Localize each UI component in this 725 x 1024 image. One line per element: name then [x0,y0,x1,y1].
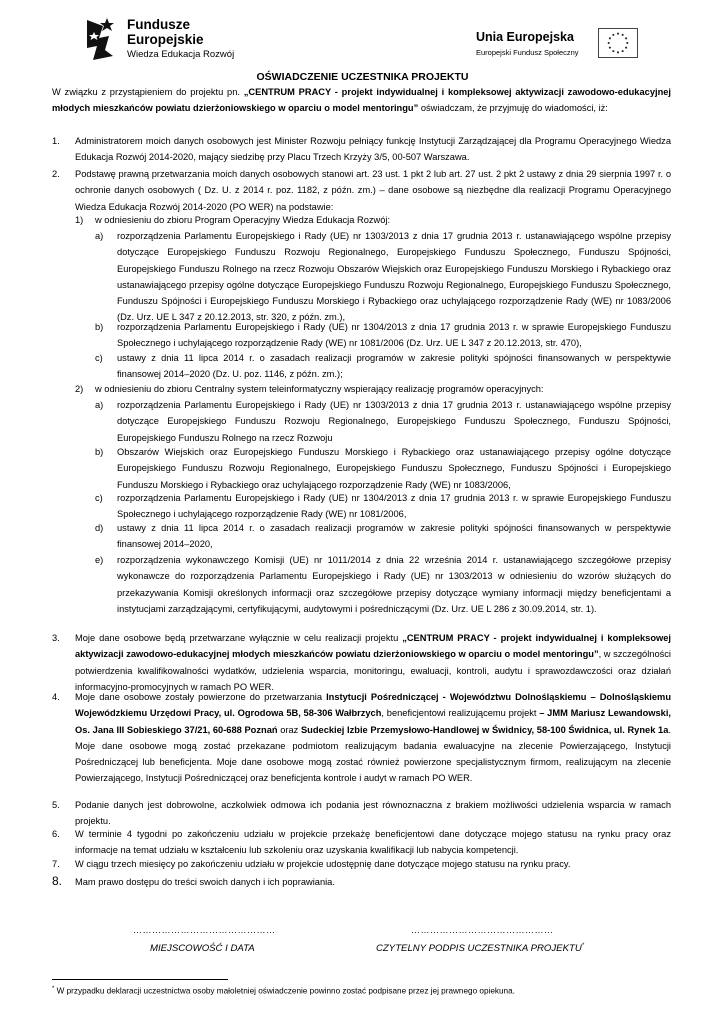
subitem-1c-letter: c) [95,353,103,363]
intro-pre: W związku z przystąpieniem do projektu pn. [52,87,244,97]
subitem-2a-letter: a) [95,400,104,410]
item-5-text: Podanie danych jest dobrowolne, aczkolwiek odmowa ich podania jest równoznaczna z brakiem możliwości udzielenia wsparcia w ramach projektu. [75,800,671,827]
subitem-2-text: w odniesieniu do zbioru Centralny system teleinformatyczny wspierający realizację programów operacyjnych: [95,384,544,394]
subitem-1a-text: rozporządzenia Parlamentu Europejskiego i Rady (UE) nr 1303/2013 z dnia 17 grudnia 2013 r. ustanawiającego wspólne przepisy dotyczące Europejskiego Funduszu Rozwoju Regionalnego, Europejskiego Funduszu Społecznego, Funduszu Spójności, Europejskiego Funduszu Rolnego na rzecz Rozwoju Obszarów Wiejskich oraz Europejskiego Funduszu Morskiego i Rybackiego oraz ustanawiającego przepisy ogólne dotyczące Europejskiego Funduszu Rozwoju Regionalnego, Europejskiego Funduszu Społecznego, Funduszu Spójności i Europejskiego Funduszu Morskiego i Rybackiego oraz uchylającego rozporządzenie Rady (WE) nr 1083/2006 (Dz. Urz. UE L 347 z 20.12.2013, str. 320, z późn. zm.), [117,231,671,323]
subitem-1b-text: rozporządzenia Parlamentu Europejskiego i Rady (UE) nr 1304/2013 z dnia 17 grudnia 2013 r. w sprawie Europejskiego Funduszu Społecznego i uchylającego rozporządzenie Rady (WE) nr 1081/2006 (Dz. Urz. UE L 347 z 20.12.2013, str. 470), [117,322,671,349]
item-1-number: 1. [52,136,60,146]
subitem-1-text: w odniesieniu do zbioru Program Operacyjny Wiedza Edukacja Rozwój: [95,215,391,225]
subitem-1c-text: ustawy z dnia 11 lipca 2014 r. o zasadach realizacji programów w zakresie polityki spójności finansowanych w perspektywie finansowej 2014–2020 (Dz. U. poz. 1146, z późn. zm.); [117,353,671,380]
item-3-number: 3. [52,633,60,643]
intro-paragraph [52,84,671,117]
subitem-2e-letter: e) [95,555,104,565]
fundusze-europejskie-logo [85,14,255,68]
fe-logo-icon [85,16,121,62]
item-4-t2: , beneficjentowi realizującemu projekt [381,708,540,719]
item-4-number: 4. [52,692,60,702]
subitem-2d-text: ustawy z dnia 11 lipca 2014 r. o zasadach realizacji programów w zakresie polityki spójności finansowanych w perspektywie finansowej 2014–2020, [117,523,671,550]
signature-caption-mark: * [581,943,585,949]
subitem-2c-text: rozporządzenia Parlamentu Europejskiego i Rady (UE) nr 1304/2013 z dnia 17 grudnia 2013 r. w sprawie Europejskiego Funduszu Społecznego i uchylającego rozporządzenie Rady (WE) nr 1081/2006, [117,493,671,520]
item-2-number: 2. [52,169,60,179]
subitem-2d-letter: d) [95,523,104,533]
item-4-t3: oraz [277,724,301,735]
subitem-2b-letter: b) [95,447,104,457]
intro-project-name: „CENTRUM PRACY - projekt indywidualnej i kompleksowej aktywizacji zawodowo-edukacyjnej młodych mieszkańców powiatu dzierżoniowskiego w oparciu o model mentoringu” [52,87,672,114]
footnote [52,986,515,996]
signature-caption-text: CZYTELNY PODPIS UCZESTNIKA PROJEKTU [376,943,582,955]
item-4-text [75,689,671,787]
place-date-line[interactable]: ……………………………………… [133,925,276,935]
item-2-text: Podstawę prawną przetwarzania moich danych osobowych stanowi art. 23 ust. 1 pkt 2 lub art. 27 ust. 2 pkt 2 ustawy z dnia 29 sierpnia 1997 r. o ochronie danych osobowych ( Dz. U. z 2014 r. poz. 1182, z późn. zm.) – dane osobowe są niezbędne dla realizacji Programu Operacyjnego Wiedza Edukacja Rozwój 2014-2020 (PO WER) na podstawie: [75,169,671,212]
subitem-2c-letter: c) [95,493,103,503]
item-8-text: Mam prawo dostępu do treści swoich danych i ich poprawiania. [75,877,335,887]
subitem-2a-text: rozporządzenia Parlamentu Europejskiego i Rady (UE) nr 1303/2013 z dnia 17 grudnia 2013 r. ustanawiającego wspólne przepisy dotyczące Europejskiego Funduszu Rozwoju Regionalnego, Europejskiego Funduszu Społecznego, Funduszu Spójności, Europejskiego Funduszu Rolnego na rzecz Rozwoju [117,400,671,443]
item-3-text [75,630,671,695]
unia-europejska-logo [476,28,651,68]
subitem-1b-letter: b) [95,322,104,332]
signature-line[interactable]: ……………………………………… [411,925,554,935]
fe-logo-line2: Europejskie [127,32,204,47]
item-4-chamber: Sudeckiej Izbie Przemysłowo-Handlowej w Świdnicy, 58-100 Świdnica, ul. Rynek 1a [300,724,669,735]
subitem-1a-letter: a) [95,231,104,241]
place-date-caption: MIEJSCOWOŚĆ I DATA [150,943,255,954]
ue-logo-line2: Europejski Fundusz Społeczny [476,48,579,57]
item-1-text: Administratorem moich danych osobowych jest Minister Rozwoju pełniący funkcję Instytucji Zarządzającej dla Programu Operacyjnego Wiedza Edukacja Rozwój 2014-2020, mający siedzibę przy Placu Trzech Krzyży 3/5, 00-507 Warszawa. [75,136,671,163]
ue-logo-line1: Unia Europejska [476,30,574,44]
item-7-text: W ciągu trzech miesięcy po zakończeniu udziału w projekcie udostępnię dane dotyczące mojego statusu na rynku pracy. [75,859,571,869]
item-6-text: W terminie 4 tygodni po zakończeniu udziału w projekcie przekażę beneficjentowi dane dotyczące mojego statusu na rynku pracy oraz informacje na temat udziału w kształceniu lub szkoleniu oraz uzyskania kwalifikacji lub nabycia kompetencji. [75,829,671,856]
item-4-t1: Moje dane osobowe zostały powierzone do przetwarzania [75,692,327,702]
footnote-mark: * [52,986,55,992]
signature-caption [376,943,584,954]
item-7-number: 7. [52,859,60,869]
item-4-institution: Instytucji Pośredniczącej - Województwu Dolnośląskiemu – Dolnośląskiemu Wojewódzkiemu Urzędowi Pracy, ul. Ogrodowa 5B, 58-306 Wałbrzych [75,692,671,719]
footnote-text: W przypadku deklaracji uczestnictwa osoby małoletniej oświadczenie powinno zostać podpisane przez jej prawnego opiekuna. [54,986,515,996]
document-title: OŚWIADCZENIE UCZESTNIKA PROJEKTU [256,71,469,83]
item-3-pre: Moje dane osobowe będą przetwarzane wyłącznie w celu realizacji projektu [75,633,403,643]
fe-logo-line1: Fundusze [127,17,190,32]
item-3-project-name: „CENTRUM PRACY - projekt indywidualnej i kompleksowej aktywizacji zawodowo-edukacyjnej młodych mieszkańców powiatu dzierżoniowskiego w oparciu o model mentoringu” [75,633,671,660]
item-6-number: 6. [52,829,60,839]
fe-logo-line3: Wiedza Edukacja Rozwój [127,49,235,60]
intro-post: oświadczam, że przyjmuję do wiadomości, iż: [418,103,608,114]
subitem-2e-text: rozporządzenia wykonawczego Komisji (UE) nr 1011/2014 z dnia 22 września 2014 r. ustanawiającego szczegółowe przepisy wykonawcze do rozporządzenia Parlamentu Europejskiego i Rady (UE) nr 1303/2013 w odniesieniu do wzorów służących do przekazywania Komisji określonych informacji oraz szczegółowe przepisy dotyczące wymiany informacji między beneficjentami a instytucjami zarządzającymi, certyfikującymi, audytowymi i pośredniczącymi (Dz. Urz. UE L 286 z 30.09.2014, str. 1). [117,555,671,614]
eu-flag-icon [598,28,638,58]
subitem-2b-text: Obszarów Wiejskich oraz Europejskiego Funduszu Morskiego i Rybackiego oraz ustanawiającego przepisy ogólne dotyczące Europejskiego Funduszu Rozwoju Regionalnego, Europejskiego Funduszu Społecznego, Funduszu Spójności i Europejskiego Funduszu Morskiego i Rybackiego oraz uchylającego rozporządzenie Rady (WE) nr 1083/2006, [117,447,671,490]
item-4-t4: . Moje dane osobowe mogą zostać przekazane podmiotom realizującym badania ewaluacyjne na zlecenie Powierzającego, Instytucji Pośredniczącej lub beneficjenta. Moje dane osobowe mogą zostać również powierzone specjalistycznym firmom, realizującym na zlecenie Powierzającego, Instytucji Pośredniczącej oraz beneficjenta kontrole i audyt w ramach PO WER. [75,724,671,784]
subitem-1-number: 1) [75,215,84,225]
subitem-2-number: 2) [75,384,84,394]
item-8-number: 8. [52,874,63,888]
footnote-divider [52,979,228,980]
item-3-post: , w szczególności potwierdzenia kwalifikowalności wydatków, udzielenia wsparcia, monitoringu, ewaluacji, kontroli, audytu i sprawozdawczości oraz działań informacyjno-promocyjnych w ramach PO WER. [75,649,671,692]
item-4-beneficiary: – JMM Mariusz Lewandowski, Os. Jana III Sobieskiego 37/21, 60-688 Poznań [75,708,672,735]
item-5-number: 5. [52,800,60,810]
